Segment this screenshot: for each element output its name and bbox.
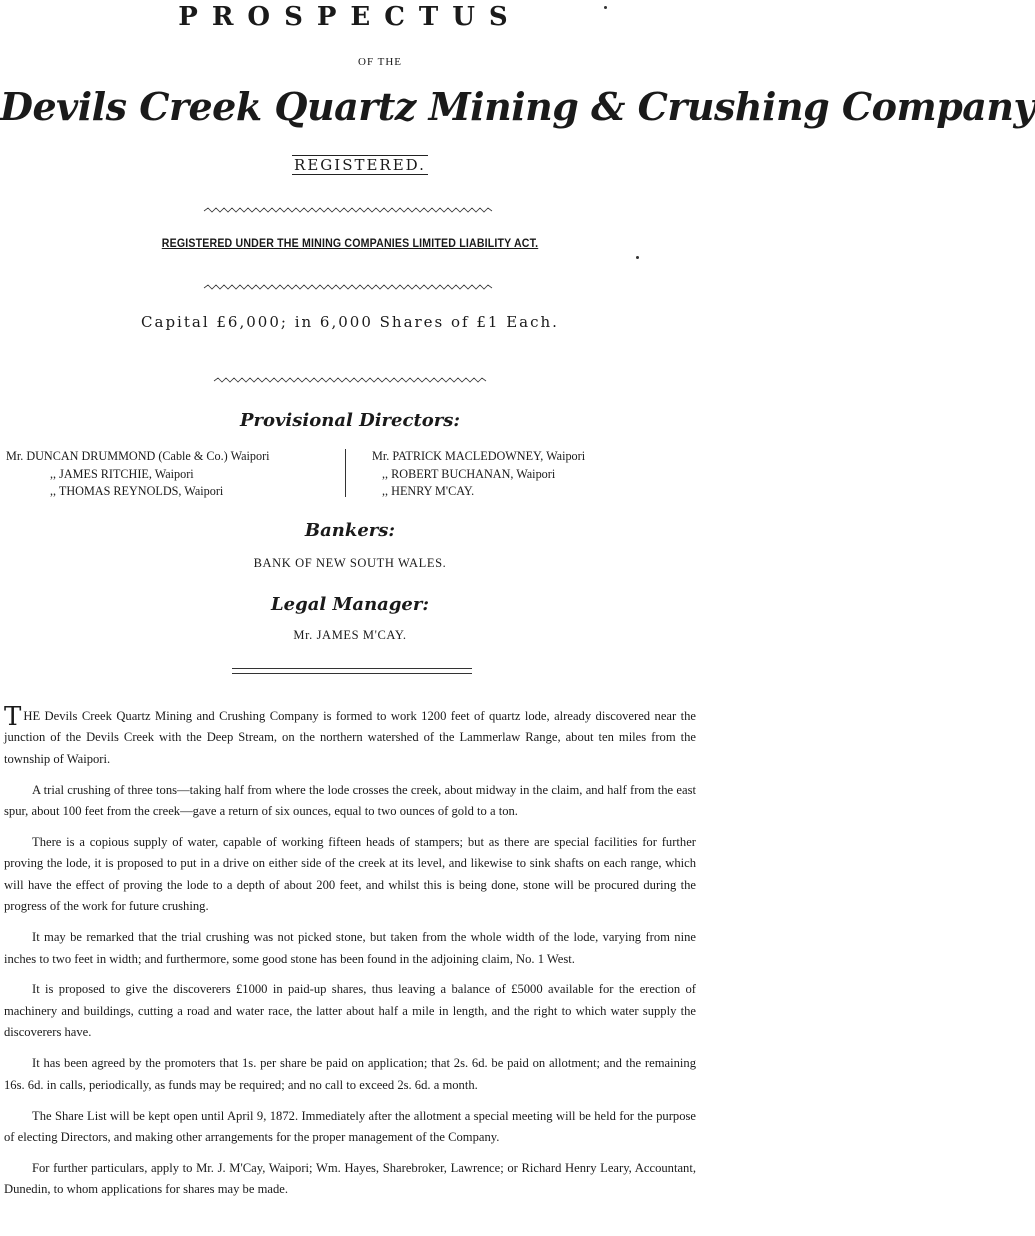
body-paragraph-1 bbox=[4, 702, 696, 770]
manager-heading: Legal Manager: bbox=[271, 594, 429, 615]
director-right-2: ,, ROBERT BUCHANAN, Waipori bbox=[382, 466, 556, 481]
registered-label bbox=[0, 156, 710, 174]
director-right-3: ,, HENRY M'CAY. bbox=[382, 484, 475, 498]
body-paragraph-2: A trial crushing of three tons—taking half from where the lode crosses the creek, about midway in the claim, and half from the east spur, about 100 feet from the creek—gave a return of six ounces, equal to two ounces of gold to a ton. bbox=[4, 782, 696, 819]
body-paragraph-3: There is a copious supply of water, capable of working fifteen heads of stampers; but as there are special facilities for further proving the lode, it is proposed to put in a drive on either side of the creek at its level, and likewise to sink shafts on each range, which will have the effect of proving the lode to a depth of about 200 feet, and whilst this is being done, stone will be procured during the progress of the work for future crushing. bbox=[4, 835, 696, 914]
capital-line: Capital £6,000; in 6,000 Shares of £1 Each. bbox=[141, 313, 559, 331]
wavy-divider-2 bbox=[0, 283, 700, 293]
act-line bbox=[28, 238, 672, 250]
double-rule-divider bbox=[232, 668, 472, 674]
wavy-divider-1 bbox=[0, 206, 700, 216]
directors-right-column bbox=[372, 448, 692, 501]
directors-divider bbox=[345, 449, 346, 497]
registered-text: REGISTERED. bbox=[294, 156, 426, 174]
print-speck bbox=[636, 256, 639, 259]
director-right-1: Mr. PATRICK MACLEDOWNEY, Waipori bbox=[372, 449, 586, 463]
directors-heading: Provisional Directors: bbox=[239, 410, 461, 431]
director-left-3: ,, THOMAS REYNOLDS, Waipori bbox=[50, 484, 224, 498]
director-left-2: ,, JAMES RITCHIE, Waipori bbox=[50, 466, 194, 481]
body-text bbox=[4, 702, 696, 1210]
body-paragraph-6: It has been agreed by the promoters that 1s. per share be paid on application; that 2s. 6d. be paid on allotment; and the remaining 16s. 6d. in calls, periodically, as funds may be required; and no call to exceed 2s. 6d. a month. bbox=[4, 1056, 696, 1092]
director-left-1: Mr. DUNCAN DRUMMOND (Cable & Co.) Waipori bbox=[6, 449, 270, 463]
company-name: Devils Creek Quartz Mining & Crushing Company bbox=[0, 84, 1035, 129]
body-paragraph-4: It may be remarked that the trial crushing was not picked stone, but taken from the whole width of the lode, varying from nine inches to two feet in width; and furthermore, some good stone has been found in the adjoining claim, No. 1 West. bbox=[4, 930, 696, 966]
wavy-divider-3 bbox=[0, 376, 700, 386]
act-text: REGISTERED UNDER THE MINING COMPANIES LIMITED LIABILITY ACT. bbox=[161, 238, 539, 250]
directors-left-column bbox=[6, 448, 346, 501]
print-speck bbox=[604, 6, 607, 9]
bankers-name: BANK OF NEW SOUTH WALES. bbox=[253, 556, 447, 570]
body-paragraph-8: For further particulars, apply to Mr. J. M'Cay, Waipori; Wm. Hayes, Sharebroker, Lawrence; or Richard Henry Leary, Accountant, Dunedin, to whom applications for shares may be made. bbox=[4, 1160, 696, 1197]
bankers-heading: Bankers: bbox=[304, 520, 396, 541]
body-paragraph-1-text: HE Devils Creek Quartz Mining and Crushing Company is formed to work 1200 feet of quartz lode, already discovered near the junction of the Devils Creek with the Deep Stream, on the northern watershed of the Lammerlaw Range, about ten miles from the township of Waipori. bbox=[4, 709, 696, 766]
prospectus-title: PROSPECTUS bbox=[178, 2, 522, 32]
manager-name: Mr. JAMES M'CAY. bbox=[293, 628, 407, 642]
body-paragraph-7: The Share List will be kept open until April 9, 1872. Immediately after the allotment a special meeting will be held for the purpose of electing Directors, and making other arrangements for the proper management of the Company. bbox=[4, 1108, 696, 1144]
drop-cap: T bbox=[4, 702, 22, 732]
of-the-label: OF THE bbox=[358, 56, 402, 68]
body-paragraph-5: It is proposed to give the discoverers £1000 in paid-up shares, thus leaving a balance of £5000 available for the erection of machinery and buildings, cutting a road and water race, the latter about half a mile in length, and the right to which water supply the discoverers have. bbox=[4, 982, 696, 1040]
